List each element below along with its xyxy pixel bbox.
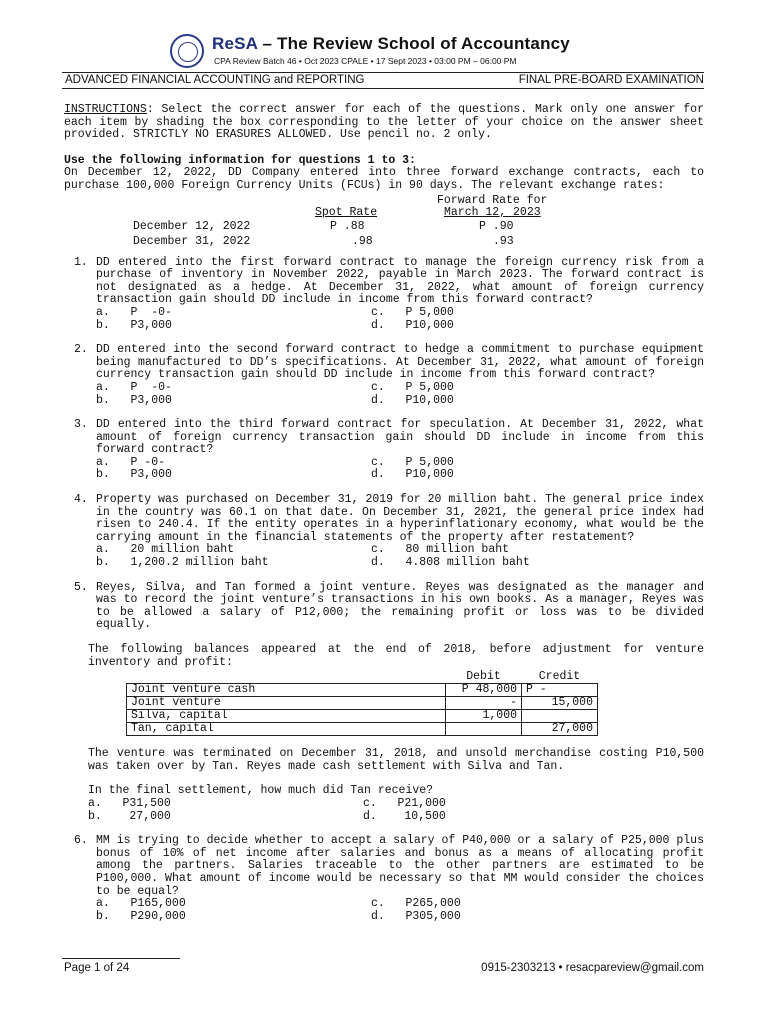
question-1 [64, 257, 704, 333]
choice-c: c. P265,000 [371, 897, 461, 911]
choice-a: a. P165,000 [96, 897, 186, 911]
termination-text: The venture was terminated on December 31, 2018, and unsold merchandise costing P10,500 was taken over by Tan. Reyes made cash settlement with Silva and Tan. [88, 747, 704, 773]
debit-value [446, 723, 522, 736]
answer-choices [96, 898, 704, 923]
rate-spot-1: P .88 [330, 219, 365, 233]
choice-d: d. 10,500 [363, 809, 446, 823]
col-spot: Spot Rate [315, 205, 378, 219]
info-text: On December 12, 2022, DD Company entered into three forward exchange contracts, each to purchase 100,000 Foreign Currency Units (FCUs) in 90 days. The relevant exchange rates: [64, 166, 704, 192]
account-label: Joint venture [127, 697, 446, 710]
answer-choices [96, 544, 704, 569]
question-4 [64, 494, 704, 570]
credit-value: 27,000 [522, 723, 598, 736]
exam-title: FINAL PRE-BOARD EXAMINATION [518, 74, 704, 86]
choice-c: c. P 5,000 [371, 455, 454, 469]
account-label: Tan, capital [127, 723, 446, 736]
credit-value: 15,000 [522, 697, 598, 710]
question-number: 2. [74, 343, 88, 357]
credit-value [522, 710, 598, 723]
choice-b: b. 1,200.2 million baht [96, 556, 269, 570]
table-row [127, 697, 598, 710]
question-text: DD entered into the second forward contract to hedge a commitment to purchase equipment being manufactured to DD’s specifications. At December 31, 2022, what amount of foreign currency transaction gain should DD include in income from this forward contract? [96, 343, 704, 382]
question-number: 5. [74, 580, 88, 594]
debit-value: 1,000 [446, 710, 522, 723]
resa-logo-icon [170, 34, 204, 68]
account-label: Joint venture cash [127, 684, 446, 697]
question-number: 6. [74, 834, 88, 848]
answer-choices [96, 382, 704, 407]
rate-date-2: December 31, 2022 [133, 234, 251, 248]
choice-a: a. P31,500 [88, 796, 171, 810]
account-label: Silva, capital [127, 710, 446, 723]
school-title: – The Review School of Accountancy [257, 34, 570, 53]
balances-table [126, 671, 598, 736]
choice-d: d. P10,000 [371, 468, 454, 482]
exam-content [64, 104, 704, 923]
col-forward-2: March 12, 2023 [444, 205, 541, 219]
contact-info: 0915-2303213 • resacpareview@gmail.com [481, 962, 704, 974]
choice-d: d. 4.808 million baht [371, 556, 530, 570]
col-debit: Debit [446, 671, 522, 684]
choice-c: c. P 5,000 [371, 305, 454, 319]
answer-choices [96, 307, 704, 332]
header-rule-bottom [62, 88, 704, 89]
choice-b: b. P3,000 [96, 393, 172, 407]
question-text: DD entered into the first forward contract to manage the foreign currency risk from a purchase of inventory in November 2022, payable in March 2023. The forward contract is not designated as a hedge. At December 31, 2022, what amount of foreign currency transaction gain should DD include in income from this forward contract? [96, 255, 704, 307]
brand-name: ReSA [212, 34, 258, 53]
question-3 [64, 419, 704, 482]
question-number: 3. [74, 418, 88, 432]
instructions-label: INSTRUCTIONS [64, 103, 147, 116]
col-credit: Credit [522, 671, 598, 684]
rate-forward-2: .93 [493, 234, 514, 248]
page-header [170, 32, 690, 72]
choice-a: a. P -0- [96, 305, 172, 319]
info-heading: Use the following information for questions 1 to 3: [64, 153, 416, 167]
question-2 [64, 344, 704, 407]
table-row [127, 710, 598, 723]
balances-intro: The following balances appeared at the end of 2018, before adjustment for venture inventory and profit: [88, 643, 704, 669]
rate-date-1: December 12, 2022 [133, 219, 251, 233]
debit-value: - [446, 697, 522, 710]
choice-c: c. P21,000 [363, 796, 446, 810]
question-text: Property was purchased on December 31, 2019 for 20 million baht. The general price index in the country was 60.1 on that date. On December 31, 2021, the general price index had risen to 240.4. If the entity operates in a hyperinflationary economy, what would be the carrying amount in the financial statements of the property after restatement? [96, 493, 704, 544]
question-text: MM is trying to decide whether to accept a salary of P40,000 or a salary of P25,000 plus bonus of 10% of net income after salaries and bonus as a means of allocating profit among the partners. Salaries traceable to the other partners are estimated to be P100,000. What amount of income would be necessary so that MM would consider the choices to be equal? [96, 834, 704, 898]
col-forward-1: Forward Rate for [437, 193, 548, 207]
choice-d: d. P10,000 [371, 318, 454, 332]
batch-info: CPA Review Batch 46 • Oct 2023 CPALE • 17 Sept 2023 • 03:00 PM – 06:00 PM [214, 56, 517, 66]
question-number: 4. [74, 493, 88, 507]
choice-b: b. 27,000 [88, 809, 171, 823]
question-ask: In the final settlement, how much did Tan receive? [88, 784, 434, 798]
choice-b: b. P290,000 [96, 909, 186, 923]
choice-b: b. P3,000 [96, 468, 172, 482]
choice-d: d. P10,000 [371, 393, 454, 407]
table-row [127, 684, 598, 697]
question-text: DD entered into the third forward contract for speculation. At December 31, 2022, what amount of foreign currency transaction gain should DD include in income from this forward contract? [96, 418, 704, 457]
question-6 [64, 835, 704, 923]
question-5 [64, 582, 704, 824]
school-name [212, 34, 570, 54]
debit-value: P 48,000 [446, 684, 522, 697]
rate-spot-2: .98 [352, 234, 373, 248]
choice-a: a. P -0- [96, 455, 166, 469]
footer-rule [62, 958, 180, 959]
rates-table [64, 195, 704, 253]
instructions [64, 104, 704, 142]
course-title: ADVANCED FINANCIAL ACCOUNTING and REPORTING [65, 74, 365, 86]
table-row [127, 723, 598, 736]
question-text: Reyes, Silva, and Tan formed a joint venture. Reyes was designated as the manager and was to record the joint venture’s transactions in his own books. As a manager, Reyes was to be allowed a salary of P12,000; the remaining profit or loss was to be divided equally. [96, 580, 704, 632]
choice-a: a. 20 million baht [96, 543, 235, 557]
choice-d: d. P305,000 [371, 909, 461, 923]
answer-choices [88, 798, 704, 823]
credit-value: P - [522, 684, 598, 697]
answer-choices [96, 457, 704, 482]
page-number: Page 1 of 24 [64, 962, 130, 974]
rate-forward-1: P .90 [479, 219, 514, 233]
choice-c: c. 80 million baht [371, 543, 510, 557]
header-rule-top [62, 72, 704, 73]
question-number: 1. [74, 255, 88, 269]
choice-c: c. P 5,000 [371, 380, 454, 394]
choice-b: b. P3,000 [96, 318, 172, 332]
choice-a: a. P -0- [96, 380, 172, 394]
instructions-text: : Select the correct answer for each of the questions. Mark only one answer for each item by shading the box corresponding to the letter of your choice on the answer sheet provided. STRICTLY NO ERASURES ALLOWED. Use pencil no. 2 only. [64, 103, 704, 142]
